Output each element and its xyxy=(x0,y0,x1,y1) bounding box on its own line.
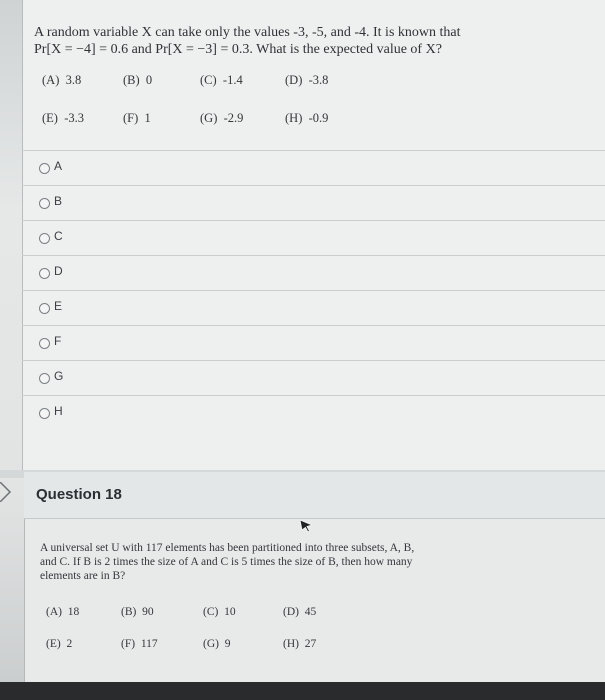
q18-choice-g: (G) 9 xyxy=(203,638,231,650)
q17-choice-e: (E) -3.3 xyxy=(42,111,85,125)
q17-choice-g: (G) -2.9 xyxy=(200,111,244,125)
mouse-cursor-icon xyxy=(298,518,314,534)
radio-button[interactable] xyxy=(39,373,50,384)
question-17-line-2: Pr[X = −4] = 0.6 and Pr[X = −3] = 0.3. What is the expected value of X? xyxy=(34,42,442,57)
radio-button[interactable] xyxy=(39,408,50,419)
radio-button[interactable] xyxy=(39,338,50,349)
q18-choice-b: (B) 90 xyxy=(121,606,154,618)
answer-option-g[interactable] xyxy=(22,360,605,395)
answer-option-h[interactable] xyxy=(22,395,605,430)
answer-option-a[interactable] xyxy=(22,150,605,185)
answer-label: A xyxy=(54,159,63,173)
answer-label: G xyxy=(54,369,64,383)
answer-label: F xyxy=(54,334,62,348)
question-marker-icon xyxy=(0,482,12,502)
q17-choice-h: (H) -0.9 xyxy=(285,111,329,125)
answer-option-b[interactable] xyxy=(22,185,605,220)
q18-choice-a: (A) 18 xyxy=(46,606,80,618)
radio-button[interactable] xyxy=(39,163,50,174)
answer-option-c[interactable] xyxy=(22,220,605,255)
question-title: Question 18 xyxy=(36,486,122,503)
q17-choice-b: (B) 0 xyxy=(123,73,153,87)
radio-button[interactable] xyxy=(39,233,50,244)
q18-choice-h: (H) 27 xyxy=(283,638,317,650)
answer-option-f[interactable] xyxy=(22,325,605,360)
q18-choice-e: (E) 2 xyxy=(46,638,73,650)
answer-label: D xyxy=(54,264,63,278)
radio-button[interactable] xyxy=(39,198,50,209)
q17-choice-c: (C) -1.4 xyxy=(200,73,243,87)
question-18-line-3: elements are in B? xyxy=(40,570,126,582)
q17-choice-a: (A) 3.8 xyxy=(42,73,82,87)
q18-choice-f: (F) 117 xyxy=(121,638,158,650)
question-17-line-1: A random variable X can take only the values -3, -5, and -4. It is known that xyxy=(34,25,461,40)
answer-label: E xyxy=(54,299,63,313)
radio-button[interactable] xyxy=(39,303,50,314)
q17-choice-d: (D) -3.8 xyxy=(285,73,329,87)
radio-button[interactable] xyxy=(39,268,50,279)
answer-label: H xyxy=(54,404,63,418)
question-17-text xyxy=(34,24,594,58)
q18-choice-c: (C) 10 xyxy=(203,606,236,618)
q18-choice-d: (D) 45 xyxy=(283,606,317,618)
answer-label: C xyxy=(54,229,63,243)
answer-option-d[interactable] xyxy=(22,255,605,290)
question-18-text xyxy=(40,541,560,583)
answer-option-e[interactable] xyxy=(22,290,605,325)
q17-choice-f: (F) 1 xyxy=(123,111,151,125)
answer-label: B xyxy=(54,194,63,208)
question-18-line-2: and C. If B is 2 times the size of A and C is 5 times the size of B, then how many xyxy=(40,556,413,568)
question-18-line-1: A universal set U with 117 elements has been partitioned into three subsets, A, B, xyxy=(40,542,415,554)
screen-bezel xyxy=(0,682,605,700)
